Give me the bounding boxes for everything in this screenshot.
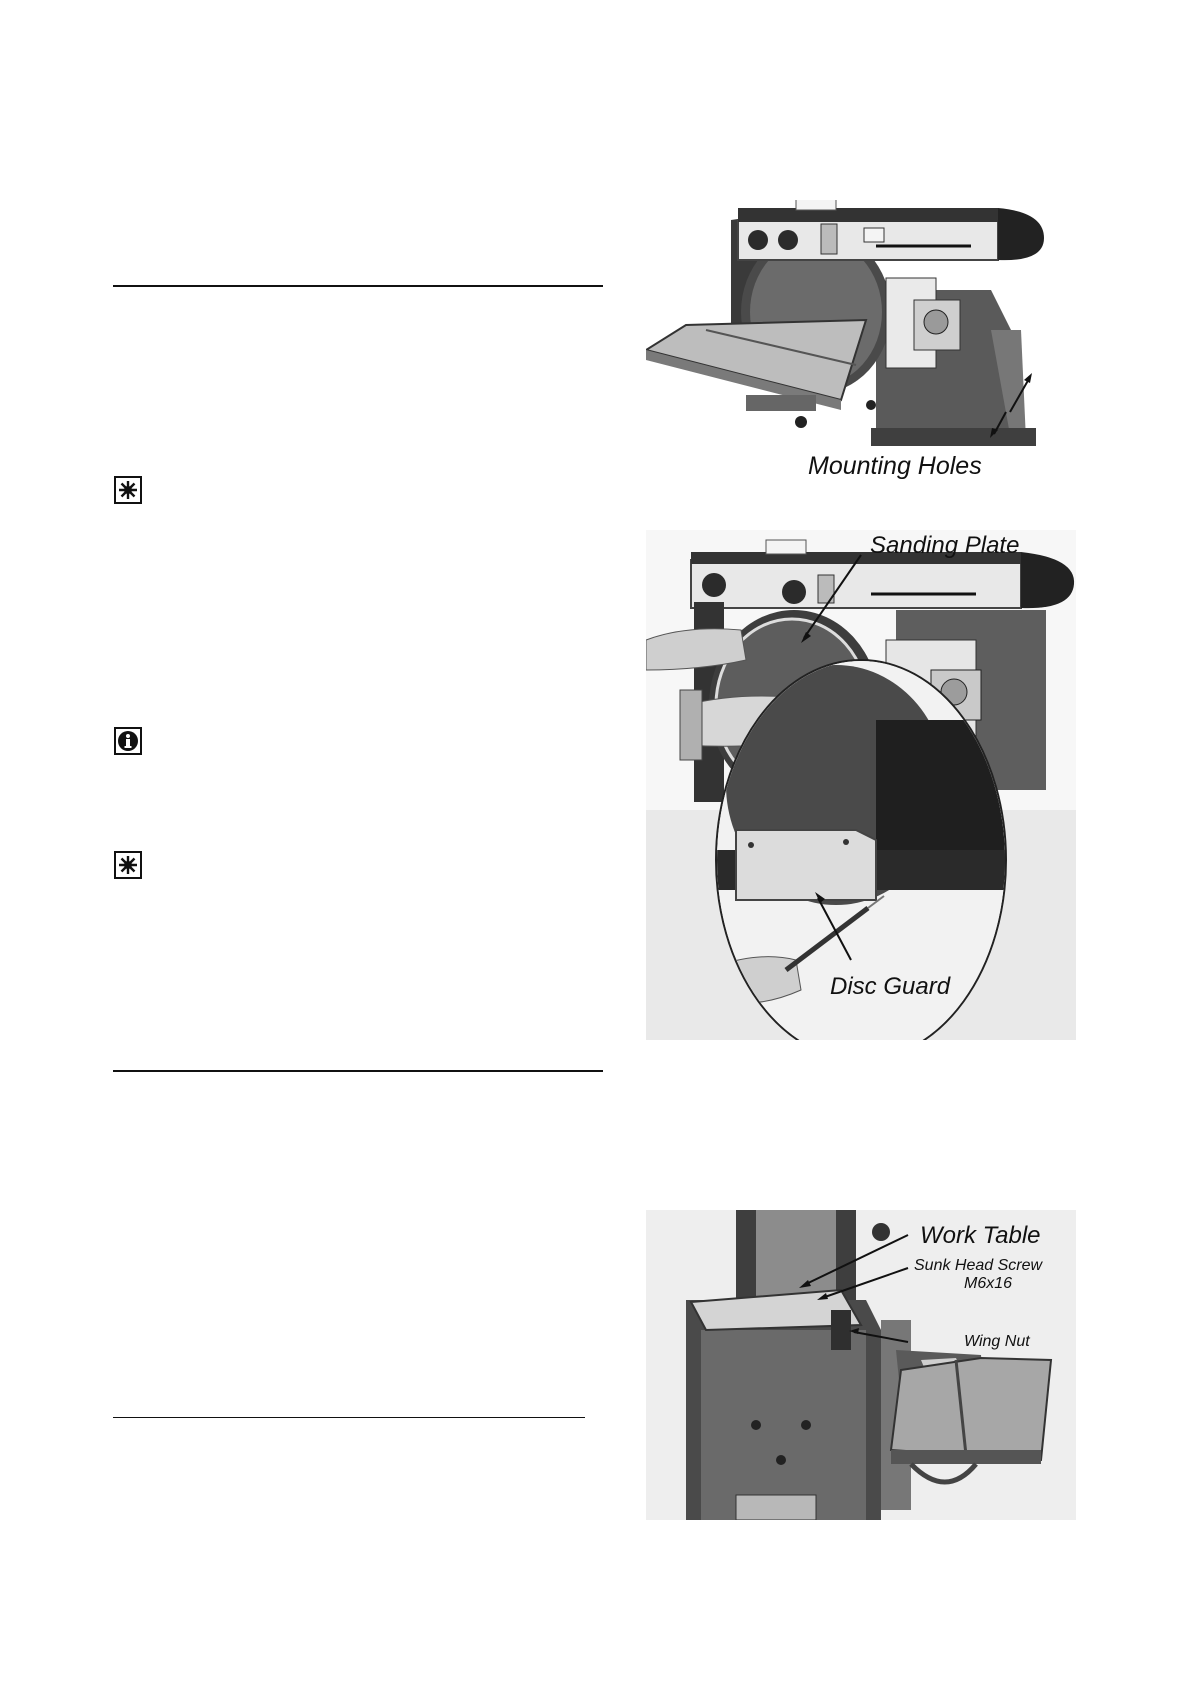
gear-warning-icon — [114, 476, 142, 504]
figure-sanding-plate — [646, 530, 1076, 1040]
label-wing-nut: Wing Nut — [964, 1333, 1030, 1350]
section-rule-1 — [113, 285, 603, 287]
gear-warning-icon — [114, 851, 142, 879]
label-work-table: Work Table — [920, 1222, 1041, 1249]
figure-work-table — [646, 1210, 1076, 1520]
info-icon — [114, 727, 142, 755]
label-screw-size: M6x16 — [964, 1275, 1013, 1292]
section-rule-2 — [113, 1070, 603, 1072]
label-mounting-holes: Mounting Holes — [808, 452, 982, 480]
label-sanding-plate: Sanding Plate — [870, 532, 1020, 559]
figure-sander-mounting — [646, 200, 1076, 488]
label-disc-guard: Disc Guard — [830, 973, 951, 1000]
section-rule-3 — [113, 1417, 585, 1418]
label-sunk-head-screw: Sunk Head Screw — [914, 1257, 1043, 1274]
